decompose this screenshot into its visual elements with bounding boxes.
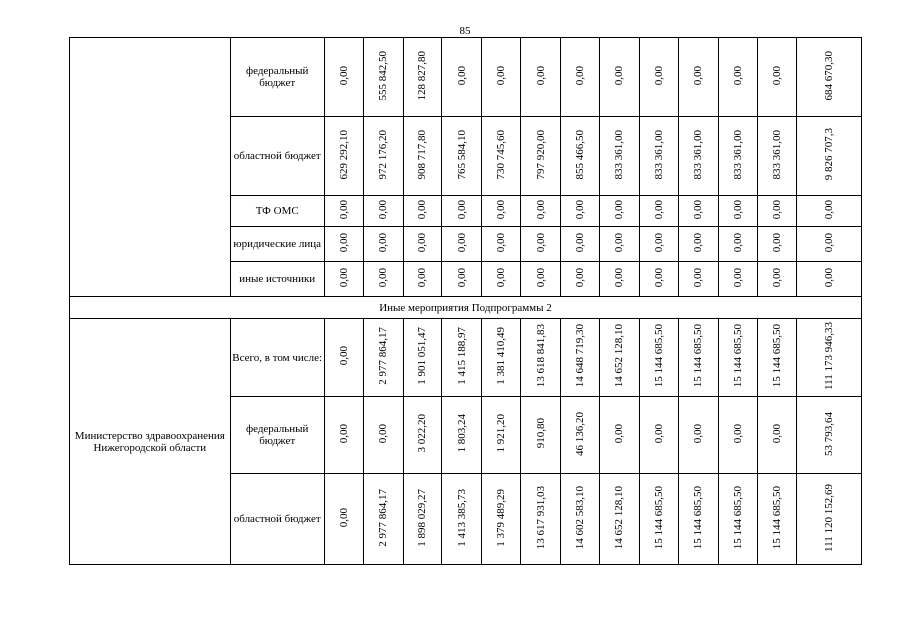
value-cell <box>324 227 363 262</box>
value-text: 2 977 864,17 <box>377 488 390 547</box>
value-cell <box>639 262 678 297</box>
funding-source-cell: ТФ ОМС <box>230 196 324 227</box>
value-text: 0,00 <box>731 267 744 288</box>
value-text: 0,00 <box>771 423 783 444</box>
value-cell <box>521 474 561 565</box>
value-cell <box>363 319 403 397</box>
value-cell <box>324 38 363 117</box>
value-cell <box>639 38 678 117</box>
funding-source-cell: юридические лица <box>230 227 324 262</box>
value-cell <box>561 227 600 262</box>
value-cell <box>639 196 678 227</box>
value-text: 14 648 719,30 <box>574 324 587 388</box>
value-cell <box>403 474 442 565</box>
value-text: 0,00 <box>377 267 390 288</box>
value-cell <box>599 262 639 297</box>
value-text: 0,00 <box>377 232 390 253</box>
value-cell <box>757 227 797 262</box>
value-text: 2 977 864,17 <box>377 327 390 385</box>
value-text: 14 602 583,10 <box>574 485 587 550</box>
value-cell <box>561 196 600 227</box>
value-cell <box>521 262 561 297</box>
value-cell <box>718 38 757 117</box>
value-cell <box>757 38 797 117</box>
total-text: 9 826 707,3 <box>823 128 836 181</box>
value-cell <box>639 397 678 474</box>
value-text: 0,00 <box>534 267 547 288</box>
total-text: 111 173 946,33 <box>823 322 836 390</box>
value-text: 15 144 685,50 <box>771 324 783 388</box>
value-text: 0,00 <box>731 65 744 86</box>
value-text: 0,00 <box>692 65 705 86</box>
total-text: 111 120 152,69 <box>823 483 836 552</box>
value-cell <box>678 38 718 117</box>
value-text: 0,00 <box>377 423 390 444</box>
value-cell <box>521 319 561 397</box>
funding-source-cell: областной бюджет <box>230 117 324 196</box>
value-text: 0,00 <box>337 423 350 444</box>
value-cell <box>403 117 442 196</box>
value-cell <box>718 227 757 262</box>
total-text: 0,00 <box>823 267 836 288</box>
value-text: 833 361,00 <box>692 129 705 180</box>
value-text: 0,00 <box>337 199 350 220</box>
value-text: 14 652 128,10 <box>613 324 626 388</box>
organization-name: Министерство здравоохранения Нижегородской области <box>70 319 231 565</box>
value-text: 0,00 <box>337 346 350 366</box>
total-cell <box>797 117 862 196</box>
total-cell <box>797 474 862 565</box>
value-cell <box>561 262 600 297</box>
value-cell <box>403 196 442 227</box>
value-text: 0,00 <box>652 199 665 220</box>
value-text: 0,00 <box>574 65 587 86</box>
value-text: 730 745,60 <box>495 129 508 180</box>
value-cell <box>442 117 482 196</box>
value-cell <box>599 117 639 196</box>
value-text: 0,00 <box>692 423 705 444</box>
value-text: 0,00 <box>337 507 350 528</box>
total-text: 0,00 <box>823 199 836 220</box>
value-cell <box>678 474 718 565</box>
value-text: 15 144 685,50 <box>652 485 665 550</box>
value-text: 0,00 <box>692 199 705 220</box>
value-cell <box>363 262 403 297</box>
value-text: 1 415 188,97 <box>455 327 468 385</box>
value-text: 0,00 <box>455 267 468 288</box>
value-text: 15 144 685,50 <box>652 324 665 388</box>
value-text: 0,00 <box>377 199 390 220</box>
value-cell <box>599 227 639 262</box>
value-cell <box>521 117 561 196</box>
value-cell <box>482 117 521 196</box>
value-text: 13 618 841,83 <box>534 324 547 388</box>
value-cell <box>718 196 757 227</box>
value-text: 0,00 <box>574 232 587 253</box>
value-text: 0,00 <box>613 267 626 288</box>
value-text: 0,00 <box>613 199 626 220</box>
value-cell <box>324 196 363 227</box>
value-cell <box>403 397 442 474</box>
value-text: 0,00 <box>534 65 547 86</box>
value-text: 0,00 <box>495 232 508 253</box>
value-cell <box>639 117 678 196</box>
section-row <box>70 297 862 319</box>
value-text: 0,00 <box>731 199 744 220</box>
value-text: 0,00 <box>455 65 468 86</box>
value-cell <box>757 474 797 565</box>
value-cell <box>363 196 403 227</box>
value-cell <box>678 196 718 227</box>
value-cell <box>757 117 797 196</box>
value-cell <box>324 262 363 297</box>
funding-source-cell: федеральный бюджет <box>230 397 324 474</box>
budget-table <box>69 37 862 565</box>
value-cell <box>403 319 442 397</box>
value-text: 555 842,50 <box>377 50 390 101</box>
value-text: 797 920,00 <box>534 129 547 180</box>
value-text: 1 898 029,27 <box>416 488 429 547</box>
value-text: 833 361,00 <box>652 129 665 180</box>
value-cell <box>363 38 403 117</box>
value-cell <box>757 196 797 227</box>
value-cell <box>718 474 757 565</box>
value-cell <box>678 227 718 262</box>
table-row <box>70 319 862 397</box>
value-cell <box>678 319 718 397</box>
value-cell <box>757 262 797 297</box>
value-cell <box>639 474 678 565</box>
value-text: 0,00 <box>771 199 783 220</box>
value-text: 0,00 <box>613 232 626 253</box>
value-cell <box>482 196 521 227</box>
value-text: 0,00 <box>652 267 665 288</box>
value-cell <box>599 38 639 117</box>
value-cell <box>757 397 797 474</box>
value-text: 1 381 410,49 <box>495 327 508 385</box>
total-text: 684 670,30 <box>823 50 836 101</box>
value-cell <box>403 262 442 297</box>
value-cell <box>403 227 442 262</box>
value-cell <box>639 319 678 397</box>
value-text: 0,00 <box>534 199 547 220</box>
value-text: 0,00 <box>731 232 744 253</box>
value-cell <box>442 319 482 397</box>
value-cell <box>482 38 521 117</box>
value-cell <box>561 117 600 196</box>
value-cell <box>482 262 521 297</box>
value-text: 0,00 <box>692 232 705 253</box>
total-cell <box>797 227 862 262</box>
funding-source-cell: Всего, в том числе: <box>230 319 324 397</box>
value-text: 0,00 <box>771 232 783 253</box>
value-text: 0,00 <box>495 267 508 288</box>
value-text: 0,00 <box>416 267 429 288</box>
total-cell <box>797 38 862 117</box>
total-text: 0,00 <box>823 232 836 253</box>
value-cell <box>363 227 403 262</box>
page-number: 85 <box>459 25 471 37</box>
value-text: 629 292,10 <box>337 129 350 180</box>
total-cell <box>797 262 862 297</box>
value-cell <box>757 319 797 397</box>
value-text: 0,00 <box>731 423 744 444</box>
value-cell <box>718 397 757 474</box>
value-text: 0,00 <box>574 199 587 220</box>
value-text: 46 136,20 <box>574 411 587 456</box>
value-text: 765 584,10 <box>455 129 468 180</box>
value-text: 0,00 <box>455 199 468 220</box>
value-cell <box>482 474 521 565</box>
value-cell <box>599 397 639 474</box>
value-text: 15 144 685,50 <box>692 485 705 550</box>
value-text: 1 413 385,73 <box>455 488 468 547</box>
value-cell <box>639 227 678 262</box>
value-text: 833 361,00 <box>771 129 783 180</box>
organization-cell-empty <box>70 38 231 297</box>
value-cell <box>521 227 561 262</box>
value-cell <box>442 474 482 565</box>
value-cell <box>482 227 521 262</box>
value-text: 0,00 <box>652 65 665 86</box>
value-cell <box>599 196 639 227</box>
value-text: 0,00 <box>337 232 350 253</box>
value-text: 0,00 <box>337 267 350 288</box>
total-cell <box>797 397 862 474</box>
value-cell <box>324 474 363 565</box>
value-text: 855 466,50 <box>574 129 587 180</box>
value-cell <box>324 117 363 196</box>
value-cell <box>678 262 718 297</box>
value-cell <box>442 397 482 474</box>
value-cell <box>678 117 718 196</box>
value-text: 910,80 <box>534 418 547 449</box>
value-cell <box>599 319 639 397</box>
value-text: 15 144 685,50 <box>771 485 783 550</box>
value-text: 833 361,00 <box>731 129 744 180</box>
table-row <box>70 38 862 117</box>
value-cell <box>442 38 482 117</box>
value-text: 128 827,80 <box>416 50 429 101</box>
value-cell <box>442 227 482 262</box>
value-text: 1 803,24 <box>455 414 468 453</box>
value-text: 0,00 <box>534 232 547 253</box>
value-text: 0,00 <box>495 199 508 220</box>
value-text: 1 901 051,47 <box>416 327 429 385</box>
value-cell <box>521 196 561 227</box>
value-text: 0,00 <box>455 232 468 253</box>
value-cell <box>678 397 718 474</box>
value-cell <box>521 38 561 117</box>
value-cell <box>324 319 363 397</box>
value-text: 972 176,20 <box>377 129 390 180</box>
section-title: Иные мероприятия Подпрограммы 2 <box>70 297 862 319</box>
total-cell <box>797 319 862 397</box>
value-cell <box>363 397 403 474</box>
value-text: 15 144 685,50 <box>731 324 744 388</box>
funding-source-cell: областной бюджет <box>230 474 324 565</box>
value-text: 0,00 <box>692 267 705 288</box>
value-text: 908 717,80 <box>416 129 429 180</box>
value-cell <box>561 474 600 565</box>
value-cell <box>561 397 600 474</box>
value-cell <box>561 319 600 397</box>
value-cell <box>718 319 757 397</box>
value-text: 0,00 <box>652 232 665 253</box>
value-text: 0,00 <box>613 65 626 86</box>
value-text: 3 022,20 <box>416 414 429 453</box>
value-cell <box>482 319 521 397</box>
value-cell <box>363 474 403 565</box>
value-text: 0,00 <box>652 423 665 444</box>
value-text: 1 921,20 <box>495 414 508 453</box>
value-cell <box>403 38 442 117</box>
value-text: 13 617 931,03 <box>534 485 547 550</box>
value-cell <box>561 38 600 117</box>
value-cell <box>521 397 561 474</box>
value-cell <box>324 397 363 474</box>
value-text: 0,00 <box>416 232 429 253</box>
value-text: 15 144 685,50 <box>692 324 705 388</box>
value-text: 1 379 489,29 <box>495 488 508 547</box>
value-text: 0,00 <box>771 65 783 86</box>
value-text: 14 652 128,10 <box>613 485 626 550</box>
value-cell <box>442 262 482 297</box>
value-text: 0,00 <box>613 423 626 444</box>
funding-source-cell: федеральный бюджет <box>230 38 324 117</box>
funding-source-cell: иные источники <box>230 262 324 297</box>
value-cell <box>599 474 639 565</box>
value-cell <box>718 262 757 297</box>
value-text: 0,00 <box>495 65 508 86</box>
value-text: 0,00 <box>574 267 587 288</box>
value-text: 0,00 <box>337 65 350 86</box>
value-cell <box>442 196 482 227</box>
value-text: 833 361,00 <box>613 129 626 180</box>
total-cell <box>797 196 862 227</box>
value-cell <box>718 117 757 196</box>
value-cell <box>482 397 521 474</box>
value-text: 15 144 685,50 <box>731 485 744 550</box>
value-text: 0,00 <box>416 199 429 220</box>
value-cell <box>363 117 403 196</box>
total-text: 53 793,64 <box>823 411 836 456</box>
value-text: 0,00 <box>771 267 783 288</box>
